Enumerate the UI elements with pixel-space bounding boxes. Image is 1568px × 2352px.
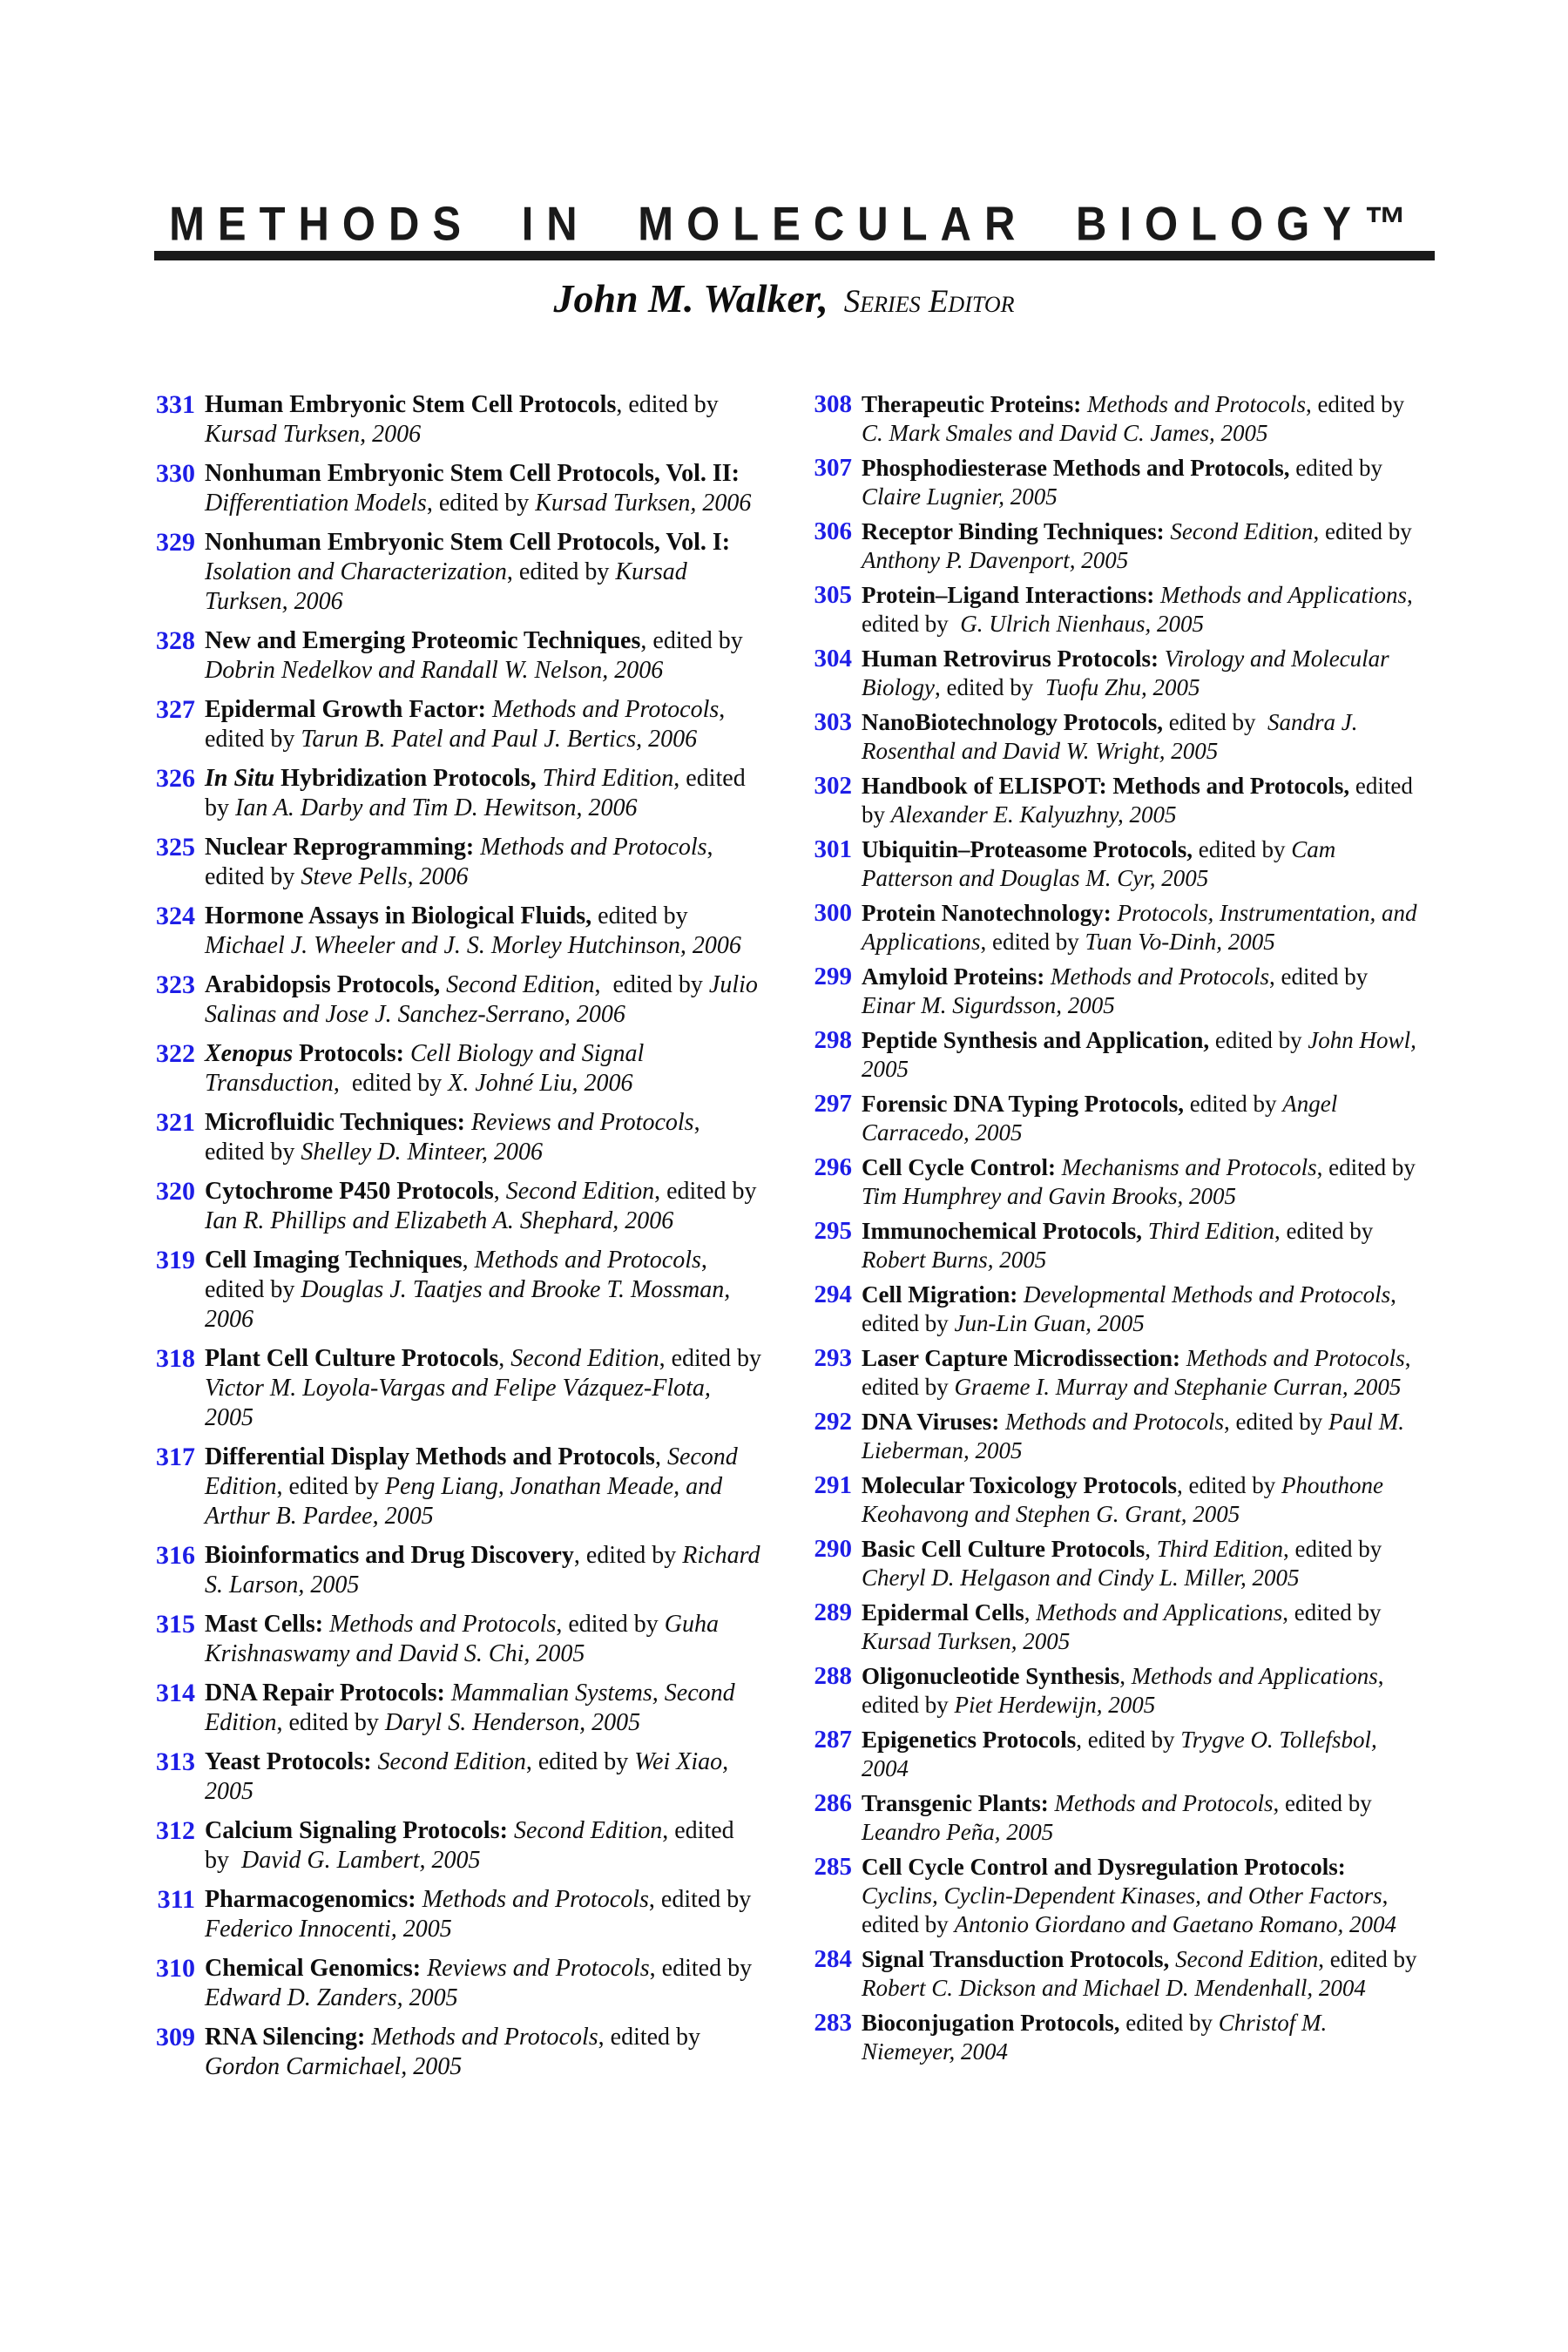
book-entry <box>145 1108 765 1167</box>
entry-text: Mast Cells: Methods and Protocols, edited by Guha Krishnaswamy and David S. Chi, 2005 <box>205 1611 720 1667</box>
entry-text: Human Retrovirus Protocols: Virology and Molecular Biology, edited by Tuofu Zhu, 2005 <box>862 645 1389 700</box>
volume-number: 295 <box>814 1217 852 1245</box>
book-entry <box>801 1153 1425 1211</box>
entry-text: Yeast Protocols: Second Edition, edited by Wei Xiao, 2005 <box>205 1748 729 1805</box>
book-entry <box>801 390 1425 448</box>
entry-text: DNA Viruses: Methods and Protocols, edited by Paul M. Lieberman, 2005 <box>862 1409 1404 1463</box>
book-entry <box>801 1662 1425 1720</box>
entry-text: Differential Display Methods and Protocols, Second Edition, edited by Peng Liang, Jonathan Meade, and Arthur B. Pardee, 2005 <box>205 1443 738 1530</box>
volume-number: 306 <box>814 517 852 545</box>
book-entry <box>145 1954 765 2013</box>
book-entry <box>145 1541 765 1600</box>
entry-text: RNA Silencing: Methods and Protocols, edited by Gordon Carmichael, 2005 <box>205 2024 701 2080</box>
entry-text: Cell Cycle Control: Mechanisms and Protocols, edited by Tim Humphrey and Gavin Brooks, 2005 <box>862 1154 1416 1209</box>
book-entry <box>145 1039 765 1098</box>
book-entry <box>801 1408 1425 1465</box>
volume-number: 297 <box>814 1090 852 1118</box>
volume-number: 287 <box>814 1726 852 1754</box>
series-editor-line <box>0 275 1568 321</box>
book-entry <box>801 708 1425 766</box>
entry-text: Cell Imaging Techniques, Methods and Protocols, edited by Douglas J. Taatjes and Brooke T. Mossman, 2006 <box>205 1247 731 1333</box>
entry-text: Ubiquitin–Proteasome Protocols, edited by Cam Patterson and Douglas M. Cyr, 2005 <box>862 836 1336 891</box>
book-entry <box>801 454 1425 511</box>
entry-text: Cell Migration: Developmental Methods and Protocols, edited by Jun-Lin Guan, 2005 <box>862 1281 1396 1336</box>
volume-number: 320 <box>156 1177 195 1206</box>
book-entry <box>801 963 1425 1020</box>
volume-number: 329 <box>156 528 195 557</box>
book-entry <box>145 970 765 1030</box>
entry-text: Protein–Ligand Interactions: Methods and Applications, edited by G. Ulrich Nienhaus, 2005 <box>862 582 1413 637</box>
book-entry <box>801 1598 1425 1656</box>
book-entry <box>801 1535 1425 1592</box>
book-entry <box>801 899 1425 956</box>
volume-number: 314 <box>156 1679 195 1707</box>
volume-number: 304 <box>814 645 852 672</box>
volume-number: 313 <box>156 1747 195 1776</box>
volume-number: 303 <box>814 708 852 736</box>
entry-text: Nonhuman Embryonic Stem Cell Protocols, Vol. I: Isolation and Characterization, edited by Kursad Turksen, 2006 <box>205 529 731 615</box>
volume-number: 307 <box>814 454 852 482</box>
book-entry <box>145 2023 765 2082</box>
volume-number: 300 <box>814 899 852 927</box>
book-entry <box>801 1026 1425 1084</box>
volume-number: 299 <box>814 963 852 990</box>
volume-number: 323 <box>156 970 195 999</box>
volume-number: 321 <box>156 1108 195 1137</box>
book-entry <box>801 1471 1425 1529</box>
volume-number: 298 <box>814 1026 852 1054</box>
book-entry <box>801 645 1425 702</box>
book-entry <box>801 1217 1425 1274</box>
volume-number: 310 <box>156 1954 195 1983</box>
entry-text: Chemical Genomics: Reviews and Protocols, edited by Edward D. Zanders, 2005 <box>205 1955 753 2011</box>
book-entry <box>145 1747 765 1807</box>
book-entry <box>145 1610 765 1669</box>
volume-number: 316 <box>156 1541 195 1570</box>
volume-number: 325 <box>156 833 195 862</box>
book-entry <box>145 1816 765 1876</box>
volume-number: 318 <box>156 1344 195 1373</box>
volume-number: 289 <box>814 1598 852 1626</box>
book-entry <box>145 1246 765 1335</box>
entry-text: Arabidopsis Protocols, Second Edition, edited by Julio Salinas and Jose J. Sanchez-Serrano, 2006 <box>205 971 758 1028</box>
book-entry <box>801 1853 1425 1939</box>
book-entry <box>145 1679 765 1738</box>
book-entry <box>801 1789 1425 1847</box>
entry-text: Hormone Assays in Biological Fluids, edited by Michael J. Wheeler and J. S. Morley Hutchinson, 2006 <box>205 902 741 959</box>
volume-number: 330 <box>156 459 195 488</box>
volume-number: 291 <box>814 1471 852 1499</box>
entry-text: Peptide Synthesis and Application, edited by John Howl, 2005 <box>862 1027 1416 1082</box>
entry-text: Bioconjugation Protocols, edited by Christof M. Niemeyer, 2004 <box>862 2010 1328 2065</box>
entry-text: Transgenic Plants: Methods and Protocols, edited by Leandro Peña, 2005 <box>862 1790 1372 1845</box>
volume-number: 293 <box>814 1344 852 1372</box>
book-entry <box>145 626 765 686</box>
book-entry <box>801 1344 1425 1402</box>
entry-text: NanoBiotechnology Protocols, edited by Sandra J. Rosenthal and David W. Wright, 2005 <box>862 709 1358 764</box>
book-entry <box>145 528 765 617</box>
volume-number: 322 <box>156 1039 195 1068</box>
book-entry <box>145 459 765 518</box>
volume-number: 294 <box>814 1281 852 1308</box>
book-entry <box>801 1281 1425 1338</box>
volume-number: 324 <box>156 902 195 930</box>
volume-number: 286 <box>814 1789 852 1817</box>
entry-text: Oligonucleotide Synthesis, Methods and Applications, edited by Piet Herdewijn, 2005 <box>862 1663 1384 1718</box>
book-entry <box>145 1885 765 1944</box>
book-entry <box>801 1726 1425 1783</box>
entry-text: DNA Repair Protocols: Mammalian Systems, Second Edition, edited by Daryl S. Henderson, 2005 <box>205 1680 735 1736</box>
entry-text: Receptor Binding Techniques: Second Edition, edited by Anthony P. Davenport, 2005 <box>862 518 1418 573</box>
entry-text: Immunochemical Protocols, Third Edition, edited by Robert Burns, 2005 <box>862 1218 1374 1273</box>
entry-text: Forensic DNA Typing Protocols, edited by Angel Carracedo, 2005 <box>862 1091 1338 1146</box>
series-title: METHODS IN MOLECULAR BIOLOGY™ <box>169 198 1420 251</box>
entry-text: Nonhuman Embryonic Stem Cell Protocols, Vol. II: Differentiation Models, edited by Kursad Turksen, 2006 <box>205 460 752 517</box>
book-list-left-column <box>145 390 765 2092</box>
entry-text: Amyloid Proteins: Methods and Protocols, edited by Einar M. Sigurdsson, 2005 <box>862 963 1369 1018</box>
volume-number: 331 <box>156 390 195 419</box>
entry-text: Calcium Signaling Protocols: Second Edition, edited by David G. Lambert, 2005 <box>205 1817 734 1874</box>
entry-text: Bioinformatics and Drug Discovery, edited by Richard S. Larson, 2005 <box>205 1542 760 1598</box>
book-entry <box>801 517 1425 575</box>
volume-number: 308 <box>814 390 852 418</box>
entry-text: Microfluidic Techniques: Reviews and Protocols, edited by Shelley D. Minteer, 2006 <box>205 1109 700 1166</box>
book-entry <box>801 772 1425 829</box>
volume-number: 296 <box>814 1153 852 1181</box>
title-rule <box>154 251 1435 260</box>
volume-number: 302 <box>814 772 852 800</box>
entry-text: Nuclear Reprogramming: Methods and Protocols, edited by Steve Pells, 2006 <box>205 834 713 890</box>
book-list-right-column <box>801 390 1425 2072</box>
volume-number: 326 <box>156 764 195 793</box>
entry-text: Epidermal Cells, Methods and Applications, edited by Kursad Turksen, 2005 <box>862 1599 1382 1654</box>
entry-text: Human Embryonic Stem Cell Protocols, edited by Kursad Turksen, 2006 <box>205 391 719 448</box>
entry-text: Cell Cycle Control and Dysregulation Protocols: Cyclins, Cyclin-Dependent Kinases, and Other Factors, edited by Antonio Giordano and Gaetano Romano, 2004 <box>862 1854 1396 1937</box>
book-entry <box>801 1090 1425 1147</box>
book-entry <box>801 835 1425 893</box>
volume-number: 288 <box>814 1662 852 1690</box>
volume-number: 327 <box>156 695 195 724</box>
volume-number: 301 <box>814 835 852 863</box>
entry-text: Signal Transduction Protocols, Second Edition, edited by Robert C. Dickson and Michael D. Mendenhall, 2004 <box>862 1946 1417 2001</box>
volume-number: 328 <box>156 626 195 655</box>
volume-number: 292 <box>814 1408 852 1436</box>
entry-text: In Situ Hybridization Protocols, Third Edition, edited by Ian A. Darby and Tim D. Hewitson, 2006 <box>205 765 746 821</box>
volume-number: 319 <box>156 1246 195 1274</box>
entry-text: Phosphodiesterase Methods and Protocols, edited by Claire Lugnier, 2005 <box>862 455 1389 510</box>
volume-number: 315 <box>156 1610 195 1639</box>
volume-number: 311 <box>157 1885 195 1914</box>
entry-text: New and Emerging Proteomic Techniques, edited by Dobrin Nedelkov and Randall W. Nelson, 2006 <box>205 627 743 684</box>
entry-text: Epigenetics Protocols, edited by Trygve O. Tollefsbol, 2004 <box>862 1727 1377 1781</box>
entry-text: Protein Nanotechnology: Protocols, Instrumentation, and Applications, edited by Tuan Vo-Dinh, 2005 <box>862 900 1417 955</box>
volume-number: 290 <box>814 1535 852 1563</box>
book-entry <box>801 1945 1425 2003</box>
editor-name: John M. Walker, <box>553 276 828 321</box>
volume-number: 284 <box>814 1945 852 1973</box>
entry-text: Cytochrome P450 Protocols, Second Edition, edited by Ian R. Phillips and Elizabeth A. Shephard, 2006 <box>205 1178 757 1234</box>
book-entry <box>145 764 765 823</box>
entry-text: Pharmacogenomics: Methods and Protocols, edited by Federico Innocenti, 2005 <box>205 1886 752 1943</box>
book-entry <box>145 695 765 754</box>
entry-text: Laser Capture Microdissection: Methods and Protocols, edited by Graeme I. Murray and Stephanie Curran, 2005 <box>862 1345 1411 1400</box>
entry-text: Xenopus Protocols: Cell Biology and Signal Transduction, edited by X. Johné Liu, 2006 <box>205 1040 645 1097</box>
book-entry <box>145 833 765 892</box>
volume-number: 309 <box>156 2023 195 2051</box>
volume-number: 283 <box>814 2009 852 2037</box>
entry-text: Plant Cell Culture Protocols, Second Edition, edited by Victor M. Loyola-Vargas and Felipe Vázquez-Flota, 2005 <box>205 1345 761 1431</box>
entry-text: Basic Cell Culture Protocols, Third Edition, edited by Cheryl D. Helgason and Cindy L. Miller, 2005 <box>862 1536 1382 1591</box>
book-entry <box>145 1443 765 1531</box>
book-entry <box>145 1344 765 1433</box>
entry-text: Handbook of ELISPOT: Methods and Protocols, edited by Alexander E. Kalyuzhny, 2005 <box>862 773 1413 828</box>
entry-text: Molecular Toxicology Protocols, edited by Phouthone Keohavong and Stephen G. Grant, 2005 <box>862 1472 1383 1527</box>
book-entry <box>145 1177 765 1236</box>
book-entry <box>145 390 765 449</box>
entry-text: Therapeutic Proteins: Methods and Protocols, edited by C. Mark Smales and David C. James, 2005 <box>862 391 1410 446</box>
volume-number: 305 <box>814 581 852 609</box>
volume-number: 285 <box>814 1853 852 1881</box>
volume-number: 317 <box>156 1443 195 1471</box>
entry-text: Epidermal Growth Factor: Methods and Protocols, edited by Tarun B. Patel and Paul J. Bertics, 2006 <box>205 696 726 753</box>
editor-role: Series Editor <box>843 284 1015 320</box>
book-entry <box>801 581 1425 639</box>
book-entry <box>145 902 765 961</box>
book-entry <box>801 2009 1425 2066</box>
volume-number: 312 <box>156 1816 195 1845</box>
